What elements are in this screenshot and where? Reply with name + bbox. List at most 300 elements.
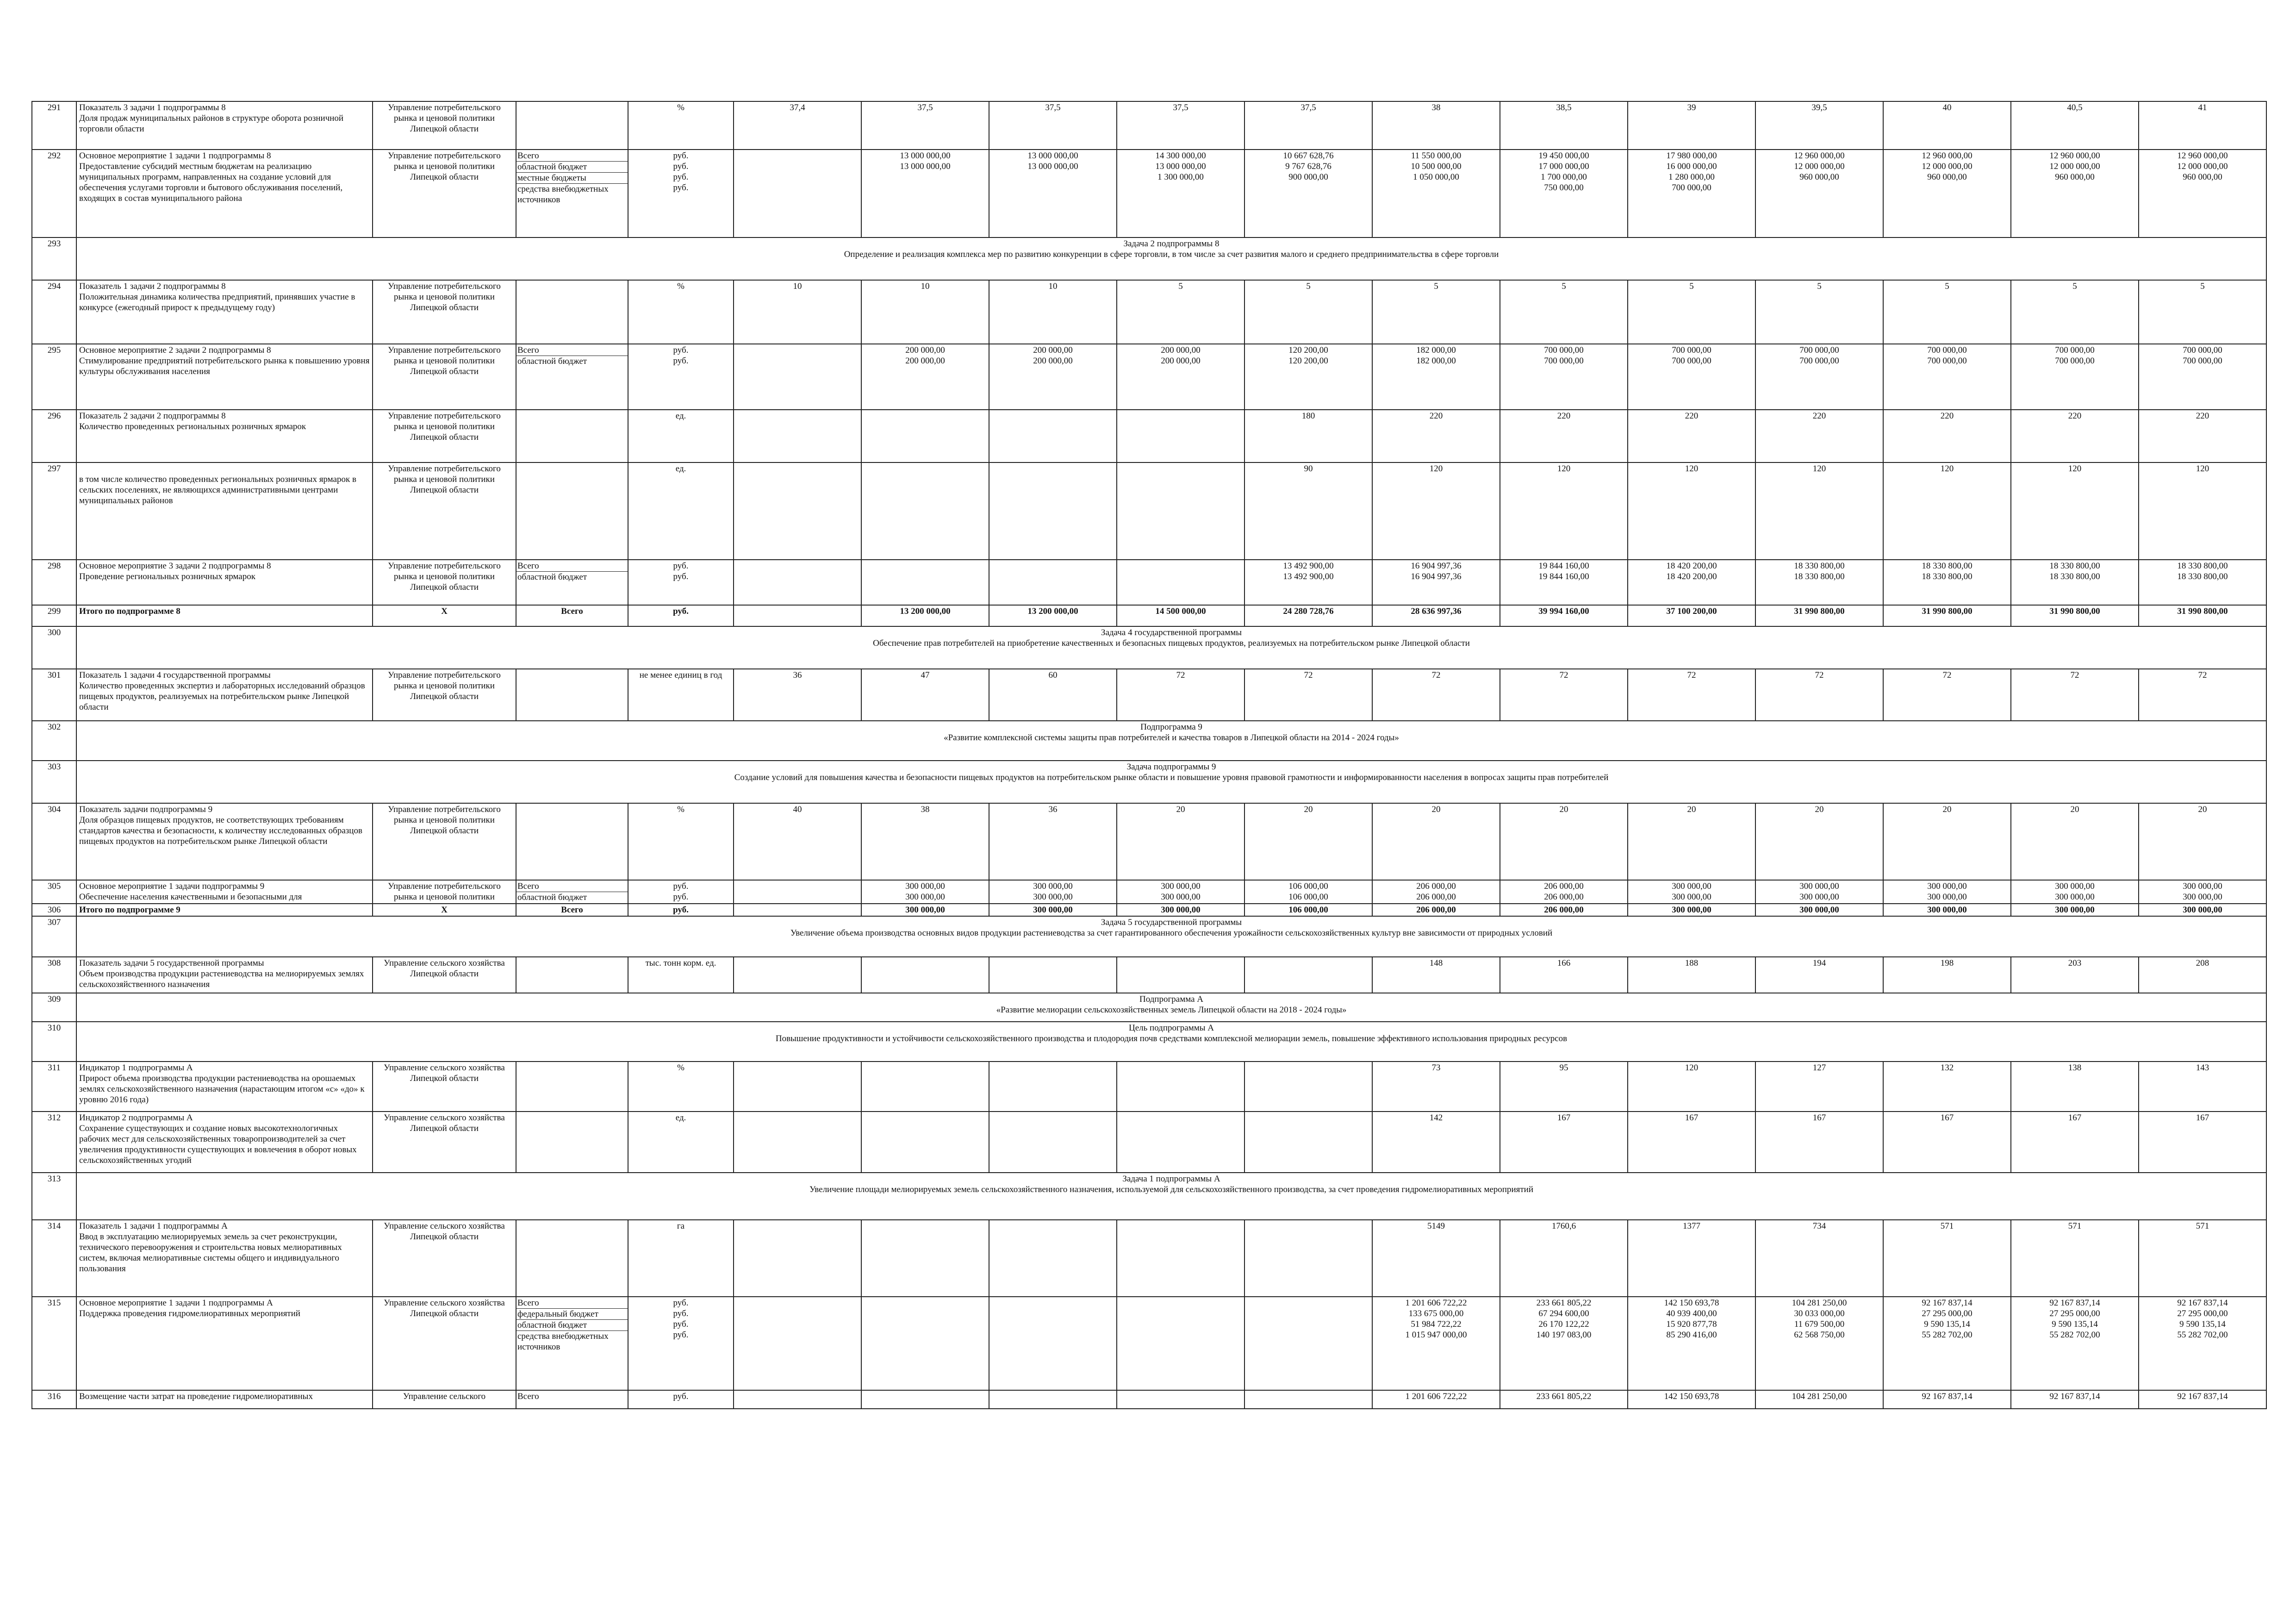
value-cell (2139, 150, 2266, 237)
funding-source (516, 1220, 628, 1297)
table-row (32, 803, 2266, 880)
value-cell (1244, 880, 1372, 904)
unit-item: руб. (673, 881, 689, 891)
row-number: 292 (32, 150, 76, 237)
section-banner (76, 1173, 2266, 1220)
row-number: 309 (32, 993, 76, 1022)
unit-item: тыс. тонн корм. ед. (645, 958, 716, 968)
value (736, 881, 859, 892)
value-cell (1372, 280, 1500, 344)
value: 16 904 997,36 (1411, 561, 1462, 571)
value: 40 (793, 805, 802, 814)
value: 700 000,00 (2183, 356, 2222, 366)
value (736, 356, 859, 366)
text-line: Ввод в эксплуатацию мелиорируемых земель за счет реконструкции, технического перевооружения и строительства новых мелиоративных систем, включая мелиоративные системы общего и индивидуального пользования (79, 1232, 342, 1274)
value: 12 000 000,00 (1922, 162, 1972, 171)
section-title: Подпрограмма А (1139, 994, 1204, 1004)
value: 18 420 200,00 (1666, 572, 1717, 581)
value-cell (1883, 410, 2011, 462)
value: 13 200 000,00 (1027, 606, 1078, 616)
row-number: 296 (32, 410, 76, 462)
value-cell (2139, 669, 2266, 721)
value (992, 1319, 1114, 1330)
unit-item: руб. (673, 1392, 689, 1401)
value (1247, 1298, 1369, 1308)
value (864, 571, 986, 582)
value-cell (734, 605, 861, 626)
value (864, 1062, 986, 1073)
table-row (32, 993, 2266, 1022)
value: 300 000,00 (1672, 905, 1711, 915)
section-title: Задача 4 государственной программы (1101, 628, 1242, 637)
value-cell (861, 1062, 989, 1112)
executor: Управление потребительского рынка и ценовой политики Липецкой области (373, 150, 516, 237)
source-item: Всего (516, 345, 628, 356)
value: 900 000,00 (1288, 172, 1328, 182)
value-cell (2139, 101, 2266, 150)
value (736, 411, 859, 421)
value: 142 150 693,78 (1664, 1392, 1719, 1401)
value-cell (1883, 1390, 2011, 1409)
funding-source (516, 904, 628, 916)
value: 194 (1812, 958, 1826, 968)
value: 38 (921, 805, 930, 814)
value (992, 1391, 1114, 1402)
table-row (32, 605, 2266, 626)
value-cell (1755, 605, 1883, 626)
indicator-name (76, 1390, 373, 1409)
value (1120, 182, 1242, 193)
value: 92 167 837,14 (1922, 1298, 1972, 1308)
value: 9 590 135,14 (1924, 1319, 1970, 1329)
value: 39,5 (1811, 103, 1827, 112)
value: 20 (1304, 805, 1313, 814)
value: 37,5 (1173, 103, 1188, 112)
value-cell (989, 1112, 1117, 1173)
value (992, 1112, 1114, 1123)
source-item: средства внебюджетных источников (517, 1331, 609, 1352)
value: 300 000,00 (1799, 905, 1839, 915)
value-cell (1628, 669, 1755, 721)
value-cell (989, 344, 1117, 410)
value-cell (734, 803, 861, 880)
value: 13 000 000,00 (900, 162, 951, 171)
indicator-name (76, 904, 373, 916)
value: 182 000,00 (1416, 356, 1456, 366)
indicator-name (76, 957, 373, 993)
executor: Управление потребительского рынка и ценовой политики Липецкой области (373, 560, 516, 605)
text-line: Объем производства продукции растениеводства на мелиорируемых землях сельскохозяйственного назначения (79, 969, 364, 989)
source-item: областной бюджет (516, 1320, 628, 1331)
value-cell (1628, 560, 1755, 605)
table-row (32, 280, 2266, 344)
table-row (32, 1112, 2266, 1173)
funding-source (516, 1297, 628, 1390)
value-cell (734, 150, 861, 237)
value: 40 (1942, 103, 1952, 112)
unit (628, 344, 734, 410)
value-cell (1883, 344, 2011, 410)
funding-source (516, 101, 628, 150)
table-row (32, 904, 2266, 916)
value-cell (989, 1220, 1117, 1297)
value: 220 (1940, 411, 1954, 421)
unit-item: не менее единиц в год (639, 670, 722, 680)
value: 72 (1942, 670, 1952, 680)
text-line: Показатель задачи 5 государственной программы (79, 958, 264, 968)
table-row (32, 1220, 2266, 1297)
value: 300 000,00 (1672, 881, 1711, 891)
value-cell (989, 880, 1117, 904)
value-cell (2011, 1297, 2139, 1390)
value: 300 000,00 (1033, 881, 1073, 891)
value-cell (1117, 669, 1244, 721)
source-item: Всего (516, 150, 628, 162)
value-cell (1244, 669, 1372, 721)
funding-source (516, 669, 628, 721)
unit-item: руб. (673, 162, 689, 171)
value-cell (1117, 880, 1244, 904)
value: 1 201 606 722,22 (1405, 1298, 1467, 1308)
value: 20 (1687, 805, 1696, 814)
value: 92 167 837,14 (2049, 1392, 2100, 1401)
indicator-name (76, 605, 373, 626)
value (992, 1062, 1114, 1073)
value-cell (734, 1220, 861, 1297)
unit-item: % (677, 1063, 684, 1073)
value: 140 197 083,00 (1536, 1330, 1592, 1340)
value-cell (1117, 344, 1244, 410)
value: 18 330 800,00 (1794, 561, 1845, 571)
text-line: Показатель 2 задачи 2 подпрограммы 8 (79, 411, 226, 421)
value-cell (2011, 560, 2139, 605)
value (864, 1391, 986, 1402)
indicator-name (76, 669, 373, 721)
value-cell (2139, 410, 2266, 462)
value: 92 167 837,14 (2177, 1392, 2228, 1401)
text-line: Показатель 1 задачи 4 государственной программы (79, 670, 271, 680)
value-cell (1755, 880, 1883, 904)
section-banner (76, 993, 2266, 1022)
value-cell (1883, 1112, 2011, 1173)
value (1758, 182, 1880, 193)
table-row (32, 669, 2266, 721)
value-cell (1372, 1390, 1500, 1409)
value: 167 (1557, 1113, 1571, 1123)
value-cell (1244, 1112, 1372, 1173)
value (864, 561, 986, 571)
source-item: Всего (561, 905, 583, 915)
funding-source (516, 462, 628, 560)
value-cell (2011, 1220, 2139, 1297)
text-line: Основное мероприятие 2 задачи 2 подпрограммы 8 (79, 345, 271, 355)
value: 206 000,00 (1544, 881, 1584, 891)
value-cell (1628, 880, 1755, 904)
value-cell (861, 410, 989, 462)
value: 19 450 000,00 (1538, 151, 1589, 161)
unit (628, 1220, 734, 1297)
text-line: Доля продаж муниципальных районов в структуре оборота розничной торговли области (79, 113, 344, 134)
value-cell (2139, 803, 2266, 880)
value (992, 561, 1114, 571)
value-cell (1244, 803, 1372, 880)
value-cell (1628, 280, 1755, 344)
value: 9 590 135,14 (2052, 1319, 2098, 1329)
value (736, 1319, 859, 1330)
section-text: Увеличение объема производства основных видов продукции растениеводства за счет гарантированного обеспечения урожайности сельскохозяйственных культур вне зависимости от природных условий (790, 928, 1553, 938)
value-cell (2011, 803, 2139, 880)
unit (628, 101, 734, 150)
value (736, 561, 859, 571)
value: 18 330 800,00 (2049, 561, 2100, 571)
value-cell (2139, 605, 2266, 626)
text-line: Предоставление субсидий местным бюджетам на реализацию муниципальных программ, направленных на создание условий для обеспечения услугами торговли и бытового обслуживания поселений, входящих в состав муниципального района (79, 162, 343, 203)
source-item: областной бюджет (517, 356, 587, 366)
source-item: местные бюджеты (516, 173, 628, 184)
value: 300 000,00 (1033, 905, 1073, 915)
value-cell (1372, 1062, 1500, 1112)
value: 120 (1940, 464, 1954, 474)
value: 127 (1812, 1063, 1826, 1073)
value: 13 492 900,00 (1283, 561, 1334, 571)
value-cell (1117, 957, 1244, 993)
value: 200 000,00 (1033, 356, 1073, 366)
value: 142 (1429, 1113, 1443, 1123)
value: 148 (1429, 958, 1443, 968)
table-row (32, 1173, 2266, 1220)
value: 167 (1812, 1113, 1826, 1123)
value: 13 200 000,00 (900, 606, 951, 616)
text-line: Индикатор 1 подпрограммы А (79, 1063, 193, 1073)
value: 180 (1301, 411, 1315, 421)
section-text: Определение и реализация комплекса мер по развитию конкуренции в сфере торговли, в том числе за счет развития малого и среднего предпринимательства в сфере торговли (844, 250, 1499, 259)
value: 700 000,00 (2055, 356, 2095, 366)
value-cell (861, 150, 989, 237)
source-item (516, 1221, 628, 1231)
value-cell (1372, 957, 1500, 993)
value: 73 (1431, 1063, 1441, 1073)
value: 92 167 837,14 (1922, 1392, 1972, 1401)
value: 106 000,00 (1288, 905, 1328, 915)
value-cell (1244, 1390, 1372, 1409)
value-cell (1500, 280, 1628, 344)
value (736, 1112, 859, 1123)
value: 208 (2196, 958, 2209, 968)
value-cell (861, 1297, 989, 1390)
value: 67 294 600,00 (1538, 1309, 1589, 1318)
section-title: Задача 5 государственной программы (1101, 918, 1242, 927)
value: 40 939 400,00 (1666, 1309, 1717, 1318)
value-cell (1372, 101, 1500, 150)
value: 104 281 250,00 (1792, 1298, 1847, 1308)
indicator-name (76, 1220, 373, 1297)
value: 28 636 997,36 (1411, 606, 1462, 616)
source-item (516, 281, 628, 292)
value: 12 960 000,00 (2177, 151, 2228, 161)
value: 20 (1942, 805, 1952, 814)
value: 143 (2196, 1063, 2209, 1073)
text-line: Возмещение части затрат на проведение гидромелиоративных (79, 1392, 313, 1401)
executor: Управление потребительского рынка и ценовой политики Липецкой области (373, 803, 516, 880)
value: 700 000,00 (2055, 345, 2095, 355)
value: 1 700 000,00 (1541, 172, 1587, 182)
value: 20 (1431, 805, 1441, 814)
text-line: в том числе количество проведенных региональных розничных ярмарок в сельских поселениях, не являющихся административными центрами муниципальных районов (79, 475, 356, 506)
value-cell (1883, 1220, 2011, 1297)
value (1247, 1062, 1369, 1073)
source-item (516, 1112, 628, 1123)
unit (628, 904, 734, 916)
value-cell (861, 880, 989, 904)
text-line (79, 463, 370, 474)
value: 300 000,00 (1927, 905, 1967, 915)
text-line: Поддержка проведения гидромелиоративных мероприятий (79, 1309, 300, 1318)
value-cell (734, 280, 861, 344)
text-line: Сохранение существующих и создание новых высокотехнологичных рабочих мест для сельскохозяйственных товаропроизводителей за счет увеличения продуктивности существующих и вовлечения в оборот новых сельскохозяйственных угодий (79, 1124, 357, 1165)
value (864, 463, 986, 474)
value: 734 (1812, 1221, 1826, 1231)
text-line: Положительная динамика количества предприятий, принявших участие в конкурсе (ежегодный прирост к предыдущему году) (79, 292, 355, 312)
value: 300 000,00 (2055, 881, 2095, 891)
value-cell (1883, 1062, 2011, 1112)
indicator-name (76, 462, 373, 560)
value (992, 958, 1114, 968)
value-cell (1628, 1220, 1755, 1297)
funding-source (516, 1112, 628, 1173)
value: 571 (2068, 1221, 2082, 1231)
value-cell (1372, 605, 1500, 626)
value-cell (734, 410, 861, 462)
value: 38 (1431, 103, 1441, 112)
value-cell (1372, 880, 1500, 904)
value-cell (2011, 1062, 2139, 1112)
value: 960 000,00 (2183, 172, 2222, 182)
executor: Управление сельского хозяйства Липецкой области (373, 1062, 516, 1112)
value: 17 000 000,00 (1538, 162, 1589, 171)
value: 12 000 000,00 (1794, 162, 1845, 171)
value: 38,5 (1556, 103, 1572, 112)
value-cell (2139, 957, 2266, 993)
table-row (32, 1390, 2266, 1409)
unit (628, 1112, 734, 1173)
value: 12 960 000,00 (2049, 151, 2100, 161)
value: 90 (1304, 464, 1313, 474)
value: 5 (1817, 281, 1822, 291)
value: 106 000,00 (1288, 892, 1328, 902)
unit-item: га (677, 1221, 685, 1231)
value: 1 201 606 722,22 (1405, 1392, 1467, 1401)
unit-item: ед. (675, 411, 686, 421)
value: 72 (2070, 670, 2079, 680)
value-cell (861, 605, 989, 626)
value (1120, 1298, 1242, 1308)
value-cell (1883, 560, 2011, 605)
value: 13 000 000,00 (1027, 162, 1078, 171)
executor: X (373, 605, 516, 626)
value-cell (2139, 1062, 2266, 1112)
value-cell (1755, 669, 1883, 721)
value: 700 000,00 (1544, 356, 1584, 366)
value (864, 1319, 986, 1330)
value-cell (2011, 462, 2139, 560)
value-cell (1500, 1390, 1628, 1409)
row-number: 313 (32, 1173, 76, 1220)
value-cell (989, 1390, 1117, 1409)
section-text: Увеличение площади мелиорируемых земель сельскохозяйственного назначения, используемой для сельскохозяйственного производства, за счет проведения гидромелиоративных мероприятий (809, 1185, 1534, 1194)
value-cell (1755, 280, 1883, 344)
value-cell (1883, 280, 2011, 344)
value (1120, 1062, 1242, 1073)
unit-item: руб. (673, 1319, 689, 1329)
value: 188 (1685, 958, 1699, 968)
unit (628, 150, 734, 237)
value-cell (734, 880, 861, 904)
text-line: Основное мероприятие 1 задачи 1 подпрограммы А (79, 1298, 273, 1308)
value: 300 000,00 (1927, 892, 1967, 902)
value-cell (734, 1112, 861, 1173)
value: 206 000,00 (1544, 892, 1584, 902)
unit-item: руб. (673, 183, 689, 193)
value-cell (2011, 280, 2139, 344)
value (864, 182, 986, 193)
funding-source (516, 957, 628, 993)
value-cell (2139, 1390, 2266, 1409)
value (736, 1391, 859, 1402)
funding-source (516, 803, 628, 880)
unit-item: руб. (673, 151, 689, 161)
text-line: Прирост объема производства продукции растениеводства на орошаемых землях сельскохозяйственного назначения (нарастающим итогом «с» «до» к уровню 2016 года) (79, 1074, 365, 1105)
value-cell (1628, 1062, 1755, 1112)
executor: Управление потребительского рынка и ценовой политики Липецкой области (373, 101, 516, 150)
value-cell (1755, 410, 1883, 462)
value-cell (1883, 605, 2011, 626)
source-item: Всего (516, 561, 628, 572)
value-cell (1628, 410, 1755, 462)
value-cell (1244, 462, 1372, 560)
value-cell (1755, 803, 1883, 880)
table-row (32, 237, 2266, 280)
value: 47 (921, 670, 930, 680)
value: 55 282 702,00 (2177, 1330, 2228, 1340)
value-cell (989, 803, 1117, 880)
value-cell (1500, 605, 1628, 626)
value (992, 463, 1114, 474)
value-cell (1628, 101, 1755, 150)
section-text: Создание условий для повышения качества и безопасности пищевых продуктов на потребительском рынке области и повышение уровня правовой грамотности и информированности населения в вопросах защиты прав потребителей (734, 773, 1609, 782)
value: 16 000 000,00 (1666, 162, 1717, 171)
value-cell (1244, 150, 1372, 237)
value-cell (1883, 462, 2011, 560)
value-cell (861, 1390, 989, 1409)
value-cell (989, 957, 1117, 993)
value-cell (734, 957, 861, 993)
indicator-name (76, 1297, 373, 1390)
funding-source (516, 1390, 628, 1409)
value: 120 (1812, 464, 1826, 474)
table-row (32, 880, 2266, 904)
value (992, 571, 1114, 582)
value: 220 (1812, 411, 1826, 421)
unit (628, 410, 734, 462)
value: 72 (1559, 670, 1568, 680)
value: 138 (2068, 1063, 2082, 1073)
value (1120, 1391, 1242, 1402)
value-cell (1372, 462, 1500, 560)
value (736, 571, 859, 582)
value (992, 1298, 1114, 1308)
value: 700 000,00 (1927, 345, 1967, 355)
table-row (32, 626, 2266, 669)
